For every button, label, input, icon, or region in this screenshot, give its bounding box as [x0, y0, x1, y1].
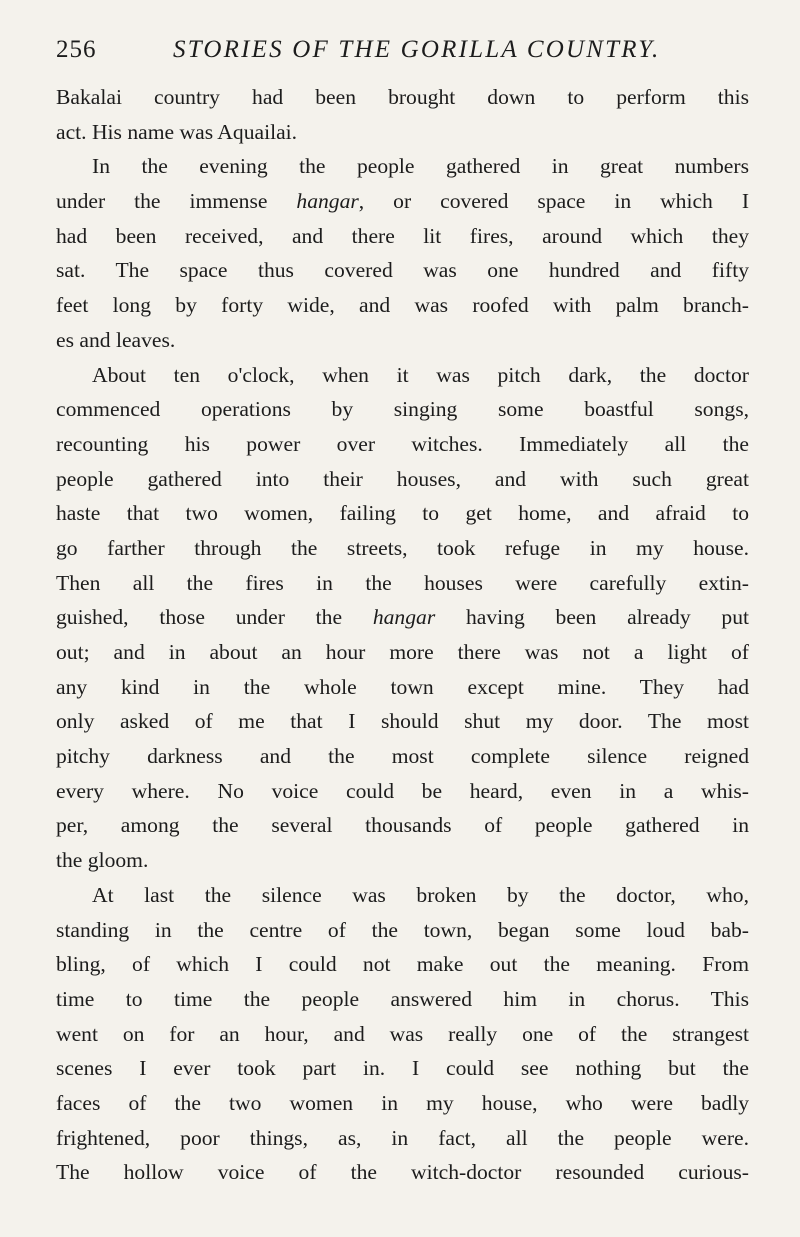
- body-text: [56, 80, 749, 1190]
- text-line: faces of the two women in my house, who were badly: [56, 1090, 749, 1115]
- text-line: feet long by forty wide, and was roofed with palm branch-: [56, 293, 749, 318]
- text-line: go farther through the streets, took refuge in my house.: [56, 535, 749, 560]
- text-line: per, among the several thousands of people gathered in: [56, 813, 749, 838]
- text-line: sat. The space thus covered was one hundred and fifty: [56, 258, 749, 283]
- text-line: standing in the centre of the town, began some loud bab-: [56, 917, 749, 942]
- text-line: The hollow voice of the witch-doctor resounded curious-: [56, 1160, 749, 1185]
- text-line: guished, those under the hangar having been already put: [56, 605, 749, 630]
- text-line: At last the silence was broken by the doctor, who,: [92, 882, 749, 907]
- page-header: [56, 36, 756, 66]
- page-number: 256: [56, 36, 97, 63]
- italic-word: hangar: [372, 605, 436, 630]
- text-line: pitchy darkness and the most complete silence reigned: [56, 744, 749, 769]
- text-line: Bakalai country had been brought down to perform this: [56, 85, 749, 109]
- text-line: About ten o'clock, when it was pitch dark, the doctor: [92, 362, 749, 387]
- text-line: out; and in about an hour more there was not a light of: [56, 640, 749, 664]
- text-line: had been received, and there lit fires, around which they: [56, 223, 749, 248]
- text-line: Then all the fires in the houses were carefully extin-: [56, 570, 749, 595]
- text-line: haste that two women, failing to get home, and afraid to: [56, 501, 749, 526]
- italic-word: hangar: [296, 189, 359, 214]
- text-line: frightened, poor things, as, in fact, all the people were.: [56, 1125, 749, 1150]
- text-line: only asked of me that I should shut my door. The most: [56, 709, 749, 734]
- text-line: recounting his power over witches. Immediately all the: [56, 431, 749, 456]
- text-line: every where. No voice could be heard, even in a whis-: [56, 778, 749, 803]
- text-line: under the immense hangar, or covered space in which I: [56, 189, 750, 214]
- text-line: the gloom.: [56, 848, 149, 873]
- text-line: bling, of which I could not make out the meaning. From: [56, 952, 749, 977]
- text-line: In the evening the people gathered in great numbers: [92, 154, 749, 179]
- text-line: time to time the people answered him in chorus. This: [56, 986, 749, 1011]
- running-title: STORIES OF THE GORILLA COUNTRY.: [173, 36, 661, 63]
- text-line: any kind in the whole town except mine. They had: [56, 674, 749, 699]
- text-line: people gathered into their houses, and with such great: [56, 466, 749, 491]
- text-line: es and leaves.: [56, 327, 176, 352]
- text-line: went on for an hour, and was really one of the strangest: [56, 1021, 749, 1046]
- text-line: commenced operations by singing some boastful songs,: [56, 397, 749, 422]
- text-line: scenes I ever took part in. I could see nothing but the: [56, 1056, 749, 1081]
- text-line: act. His name was Aquailai.: [56, 119, 298, 144]
